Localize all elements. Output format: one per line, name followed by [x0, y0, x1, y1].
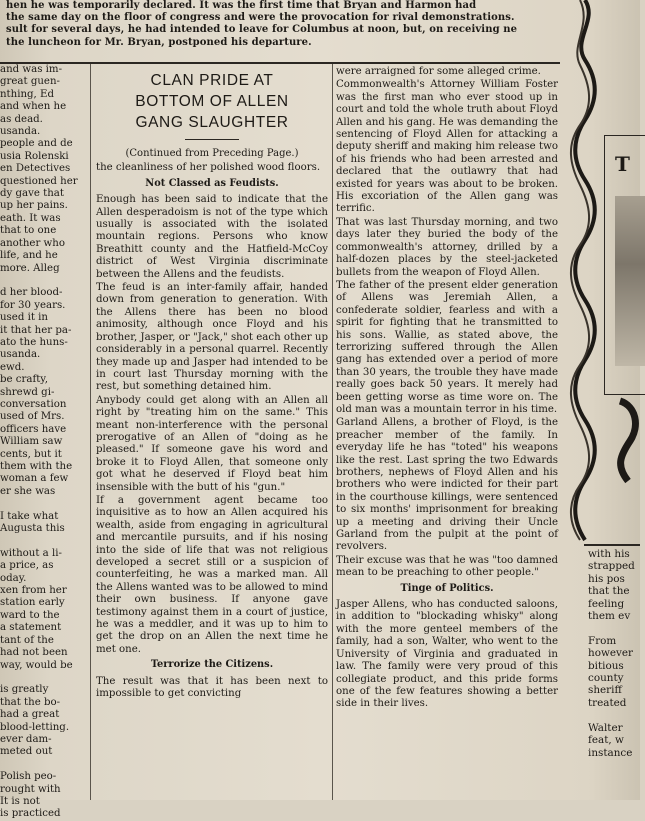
text-line: usanda.	[0, 126, 41, 138]
text-line: er she was	[0, 485, 56, 497]
text-line: treated	[588, 696, 627, 709]
text-line: with his	[588, 548, 630, 560]
text-line: a price, as	[0, 560, 54, 572]
subhead: Terrorize the Citizens.	[150, 659, 274, 671]
text-line: Augusta this	[0, 523, 65, 535]
text-line	[0, 498, 86, 510]
text-line: hen he was temporarily declared. It was the first time that Bryan and Harmon had	[6, 0, 477, 11]
text-line: as dead.	[0, 113, 43, 125]
text-line: the luncheon for Mr. Bryan, postponed his departure.	[6, 36, 312, 48]
text-line: nthing, Ed	[0, 88, 54, 100]
text-line: sheriff	[588, 684, 622, 697]
text-line: dy gave that	[0, 188, 64, 200]
box-letter: T	[615, 152, 630, 176]
ornamental-border	[570, 0, 600, 540]
article-paragraph: That was last Thursday morning, and two days later they buried the body of the commonwealth's attorney, drilled by a half-dozen places by the steel-jacketed bullets from the weapon of Floyd Allen.	[336, 216, 558, 278]
article-paragraph: Their excuse was that he was "too damned mean to be preaching to other people."	[336, 554, 558, 579]
illustration-image	[615, 196, 645, 366]
article-column	[96, 68, 328, 800]
text-line: without a li-	[0, 547, 62, 559]
far-right-column	[588, 548, 640, 800]
text-line: county	[588, 672, 624, 685]
text-line: another who	[0, 237, 65, 249]
article-headline	[96, 70, 328, 133]
text-line: questioned her	[0, 175, 78, 187]
text-line: for 30 years.	[0, 299, 66, 311]
text-line	[0, 759, 86, 771]
text-line: the same day on the floor of congress and were the provocation for rival demonstrations.	[6, 12, 515, 24]
text-line: ewd.	[0, 361, 25, 373]
text-line: sult for several days, he had intended to leave for Columbus at noon, but, on receiving ne	[6, 24, 518, 36]
text-line: Polish peo-	[0, 771, 57, 783]
article-paragraph: were arraigned for some alleged crime.	[336, 66, 541, 77]
text-line: that the	[588, 585, 630, 598]
text-line: conversation	[0, 398, 67, 410]
text-line: them with the	[0, 461, 73, 472]
text-line: that the bo-	[0, 696, 61, 708]
text-line: ato the huns-	[0, 336, 68, 348]
text-line	[0, 275, 86, 287]
text-line: more. Alleg	[0, 262, 60, 274]
article-paragraph: Jasper Allens, who has conducted saloons, in addition to "blockading whisky" along with the more genteel members of the family, had a son, Walter, who went to the University of Virginia and graduated in law. The family were very proud of this collegiate product, and this pride forms one of the few features showing a better side in their lives.	[336, 599, 558, 710]
article-paragraph: If a government agent became too inquisitive as to how an Allen acquired his wealth, aside from engaging in agricultural and mercantile pursuits, and if his nosing into the side of life that was not religious developed a secret still or a suspicion of counterfeiting, he was a marked man. All the Allens wanted was to be allowed to mind their own business. If anyone gave testimony against them in a court of justice, he was a meddler, and it was up to him to get the drop on an Allen the next time he met one.	[96, 494, 328, 655]
decorative-ornament	[612, 396, 642, 486]
text-line: that to one	[0, 225, 57, 237]
text-line: them ev	[588, 610, 631, 623]
text-line: blood-letting.	[0, 721, 70, 733]
article-paragraph: The result was that it has been next to impossible to get convicting	[96, 675, 328, 700]
horizontal-rule	[584, 544, 640, 546]
text-line: ever dam-	[0, 733, 52, 745]
text-line: however	[588, 647, 633, 660]
right-column	[336, 66, 558, 800]
continued-note: (Continued from Preceding Page.)	[125, 148, 299, 159]
article-paragraph: Commonwealth's Attorney William Foster was the first man who ever stood up in court and told the whole truth about Floyd Allen and his gang. He was demanding the sentencing of Floyd Allen for attacking a deputy sheriff and making him release two of his friends who had been arrested and declared that the outlawry that had existed for years was about to be broken. His excoriation of the Allen gang was terrific.	[336, 79, 558, 215]
text-line: and was im-	[0, 64, 63, 75]
text-line: I take what	[0, 510, 59, 522]
article-paragraph: Enough has been said to indicate that the Allen desperadoism is not of the type which usually is associated with the isolated mountain regions. Persons who know Breathitt county and the Hatfield-McCoy district of West Virginia discriminate between the Allens and the feudists.	[96, 194, 328, 280]
text-line: From	[588, 634, 617, 647]
text-line: usanda.	[0, 349, 41, 361]
text-line: feeling	[588, 597, 625, 610]
text-line: it that her pa-	[0, 324, 72, 336]
text-line	[588, 622, 640, 634]
headline-line: GANG SLAUGHTER	[135, 114, 289, 131]
article-paragraph: the cleanliness of her polished wood floors.	[96, 162, 321, 174]
headline-line: BOTTOM OF ALLEN	[135, 93, 289, 110]
text-line: strapped	[588, 560, 635, 573]
text-line: is practiced	[0, 808, 61, 820]
subhead: Not Classed as Feudists.	[145, 177, 279, 189]
text-line: xen from her	[0, 585, 67, 597]
text-line: rought with	[0, 783, 61, 795]
text-line: eath. It was	[0, 212, 61, 224]
text-line: bitious	[588, 659, 624, 672]
text-line	[0, 535, 86, 547]
article-paragraph: The feud is an inter-family affair, handed down from generation to generation. With the Allens there has been no blood animosity, although once Floyd and his brother, Jasper, or "Jack," shot each other up considerably in a personal quarrel. Recently they made up and Jasper had intended to be in court last Thursday morning with the rest, but something detained him.	[96, 282, 328, 393]
text-line: had a great	[0, 709, 60, 721]
column-divider	[332, 64, 333, 800]
article-paragraph: Garland Allens, a brother of Floyd, is the preacher member of the family. In everyday life he has "toted" his weapons like the rest. Last spring the two Edwards brothers, nephews of Floyd Allen and his brothers who were indicted for their part in the courthouse killings, were sentenced to six months' imprisonment for breaking up a meeting and driving their Uncle Garland from the pulpit at the point of revolvers.	[336, 417, 558, 553]
text-line: up her pains.	[0, 200, 68, 212]
text-line: en Detectives	[0, 163, 71, 175]
article-paragraph: Anybody could get along with an Allen all right by "treating him on the same." This meant non-interference with the personal prerogative of an Allen of "doing as he pleased." If someone gave his word and broke it to Floyd Allen, that someone only got what he deserved if Floyd beat him insensible with the butt of his "gun."	[96, 394, 328, 493]
boxed-illustration	[604, 135, 645, 395]
text-line: meted out	[0, 746, 53, 758]
text-line: is greatly	[0, 684, 49, 696]
text-line: great guen-	[0, 76, 60, 88]
text-line: ward to the	[0, 609, 60, 621]
text-line: way, would be	[0, 659, 73, 671]
text-line: people and de	[0, 138, 73, 150]
column-divider	[90, 64, 91, 800]
text-line: a statement	[0, 622, 62, 634]
text-line	[0, 672, 86, 684]
text-line: William saw	[0, 436, 63, 448]
text-line: Walter	[588, 721, 623, 734]
text-line: tant of the	[0, 634, 54, 646]
text-line: shrewd gi-	[0, 386, 55, 398]
text-line: officers have	[0, 423, 67, 435]
headline-line: CLAN PRIDE AT	[150, 72, 274, 89]
text-line: be crafty,	[0, 374, 48, 386]
article-paragraph: The father of the present elder generation of Allens was Jeremiah Allen, a confederate soldier, fearless and with a spirit for fighting that he transmitted to his sons. Wallie, as stated above, the terrorizing suffered through the Allen gang has extended over a period of more than 30 years, the trouble they have made really goes back 50 years. It merely had been getting worse as time wore on. The old man was a mountain terror in his time.	[336, 279, 558, 415]
text-line: had not been	[0, 647, 68, 659]
text-line: life, and he	[0, 250, 58, 262]
subhead: Tinge of Politics.	[400, 582, 494, 594]
text-line: woman a few	[0, 473, 69, 485]
text-line: cents, but it	[0, 448, 62, 460]
text-line: used it in	[0, 312, 48, 324]
text-line: instance	[588, 746, 633, 759]
text-line: his pos	[588, 572, 625, 585]
headline-dash	[185, 139, 239, 140]
text-line	[588, 709, 640, 721]
text-line: d her blood-	[0, 287, 63, 299]
top-strip-text	[6, 0, 554, 60]
text-line: and when he	[0, 101, 67, 113]
text-line: oday.	[0, 572, 27, 584]
text-line: station early	[0, 597, 65, 609]
text-line: usia Rolenski	[0, 150, 69, 162]
text-line: feat, w	[588, 734, 624, 747]
left-column	[0, 64, 86, 820]
text-line: used of Mrs.	[0, 411, 65, 423]
text-line: It is not	[0, 795, 40, 807]
